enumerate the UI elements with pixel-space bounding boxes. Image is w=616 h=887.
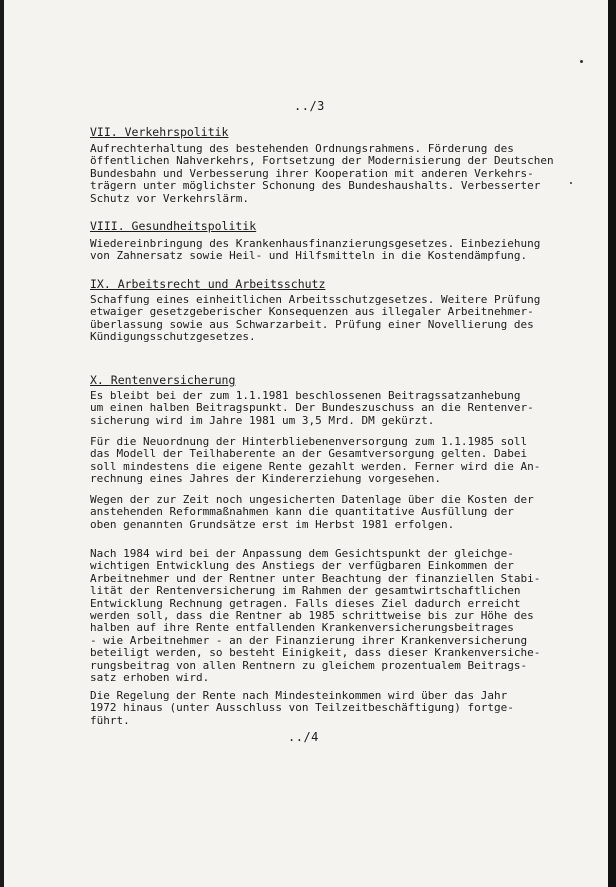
scan-speck (580, 60, 583, 63)
page-marker-bottom: ../4 (288, 730, 319, 744)
paragraph-verkehrspolitik: Aufrechterhaltung des bestehenden Ordnungsrahmens. Förderung des öffentlichen Nahverkehrs, Fortsetzung der Modernisierung der Deutschen Bundesbahn und Verbesserung ihrer Kooperation mit anderen Verkehrs- trägern unter möglichster Schonung des Bundeshaushalts. Verbesserter Schutz vor Verkehrslärm. (90, 142, 554, 205)
heading-verkehrspolitik: VII. Verkehrspolitik (90, 125, 229, 139)
paragraph-beitragssatz: Es bleibt bei der zum 1.1.1981 beschlossenen Beitragssatzanhebung um einen halben Beitragspunkt. Der Bundeszuschuss an die Rentenver- sicherung wird im Jahre 1981 um 3,5 Mrd. DM gekürzt. (90, 389, 534, 427)
paragraph-gesundheitspolitik: Wiedereinbringung des Krankenhausfinanzierungsgesetzes. Einbeziehung von Zahnersatz sowie Heil- und Hilfsmitteln in die Kostendämpfung. (90, 237, 541, 263)
heading-gesundheitspolitik: VIII. Gesundheitspolitik (90, 219, 257, 233)
heading-arbeitsrecht: IX. Arbeitsrecht und Arbeitsschutz (90, 277, 326, 291)
paragraph-hinterbliebenenversorgung: Für die Neuordnung der Hinterbliebenenversorgung zum 1.1.1985 soll das Modell der Teilhaberente an der Gesamtversorgung gelten. Dabei soll mindestens die eigene Rente gezahlt werden. Ferner wird die An- rechnung eines Jahres der Kindererziehung vorgesehen. (90, 435, 541, 486)
paragraph-mindesteinkommen: Die Regelung der Rente nach Mindesteinkommen wird über das Jahr 1972 hinaus (unter Ausschluss von Teilzeitbeschäftigung) fortge- führt. (90, 689, 514, 727)
scan-edge (608, 0, 616, 887)
document-page (4, 0, 608, 887)
page-marker-top: ../3 (294, 99, 325, 113)
paragraph-anpassung: Nach 1984 wird bei der Anpassung dem Gesichtspunkt der gleichge- wichtigen Entwicklung des Anstiegs der verfügbaren Einkommen der Arbeitnehmer und der Rentner unter Beachtung der finanziellen Stabi- lität der Rentenversicherung im Rahmen der gesamtwirtschaftlichen Entwicklung Rechnung getragen. Falls dieses Ziel dadurch erreicht werden soll, dass die Rentner ab 1985 schrittweise bis zur Höhe des halben auf ihre Rente entfallenden Krankenversicherungsbeitrages - wie Arbeitnehmer - an der Finanzierung ihrer Krankenversicherung beteiligt werden, so besteht Einigkeit, dass dieser Krankenversiche- rungsbeitrag von allen Rentnern zu gleichem prozentualem Beitrags- satz erhoben wird. (90, 547, 541, 685)
heading-rentenversicherung: X. Rentenversicherung (90, 373, 236, 387)
scan-speck (570, 182, 572, 184)
paragraph-datenlage: Wegen der zur Zeit noch ungesicherten Datenlage über die Kosten der anstehenden Reformmaßnahmen kann die quantitative Ausfüllung der oben genannten Grundsätze erst im Herbst 1981 erfolgen. (90, 493, 534, 531)
paragraph-arbeitsrecht: Schaffung eines einheitlichen Arbeitsschutzgesetzes. Weitere Prüfung etwaiger gesetzgeberischer Konsequenzen aus illegaler Arbeitnehmer- überlassung sowie aus Schwarzarbeit. Prüfung einer Novellierung des Kündigungsschutzgesetzes. (90, 293, 541, 344)
